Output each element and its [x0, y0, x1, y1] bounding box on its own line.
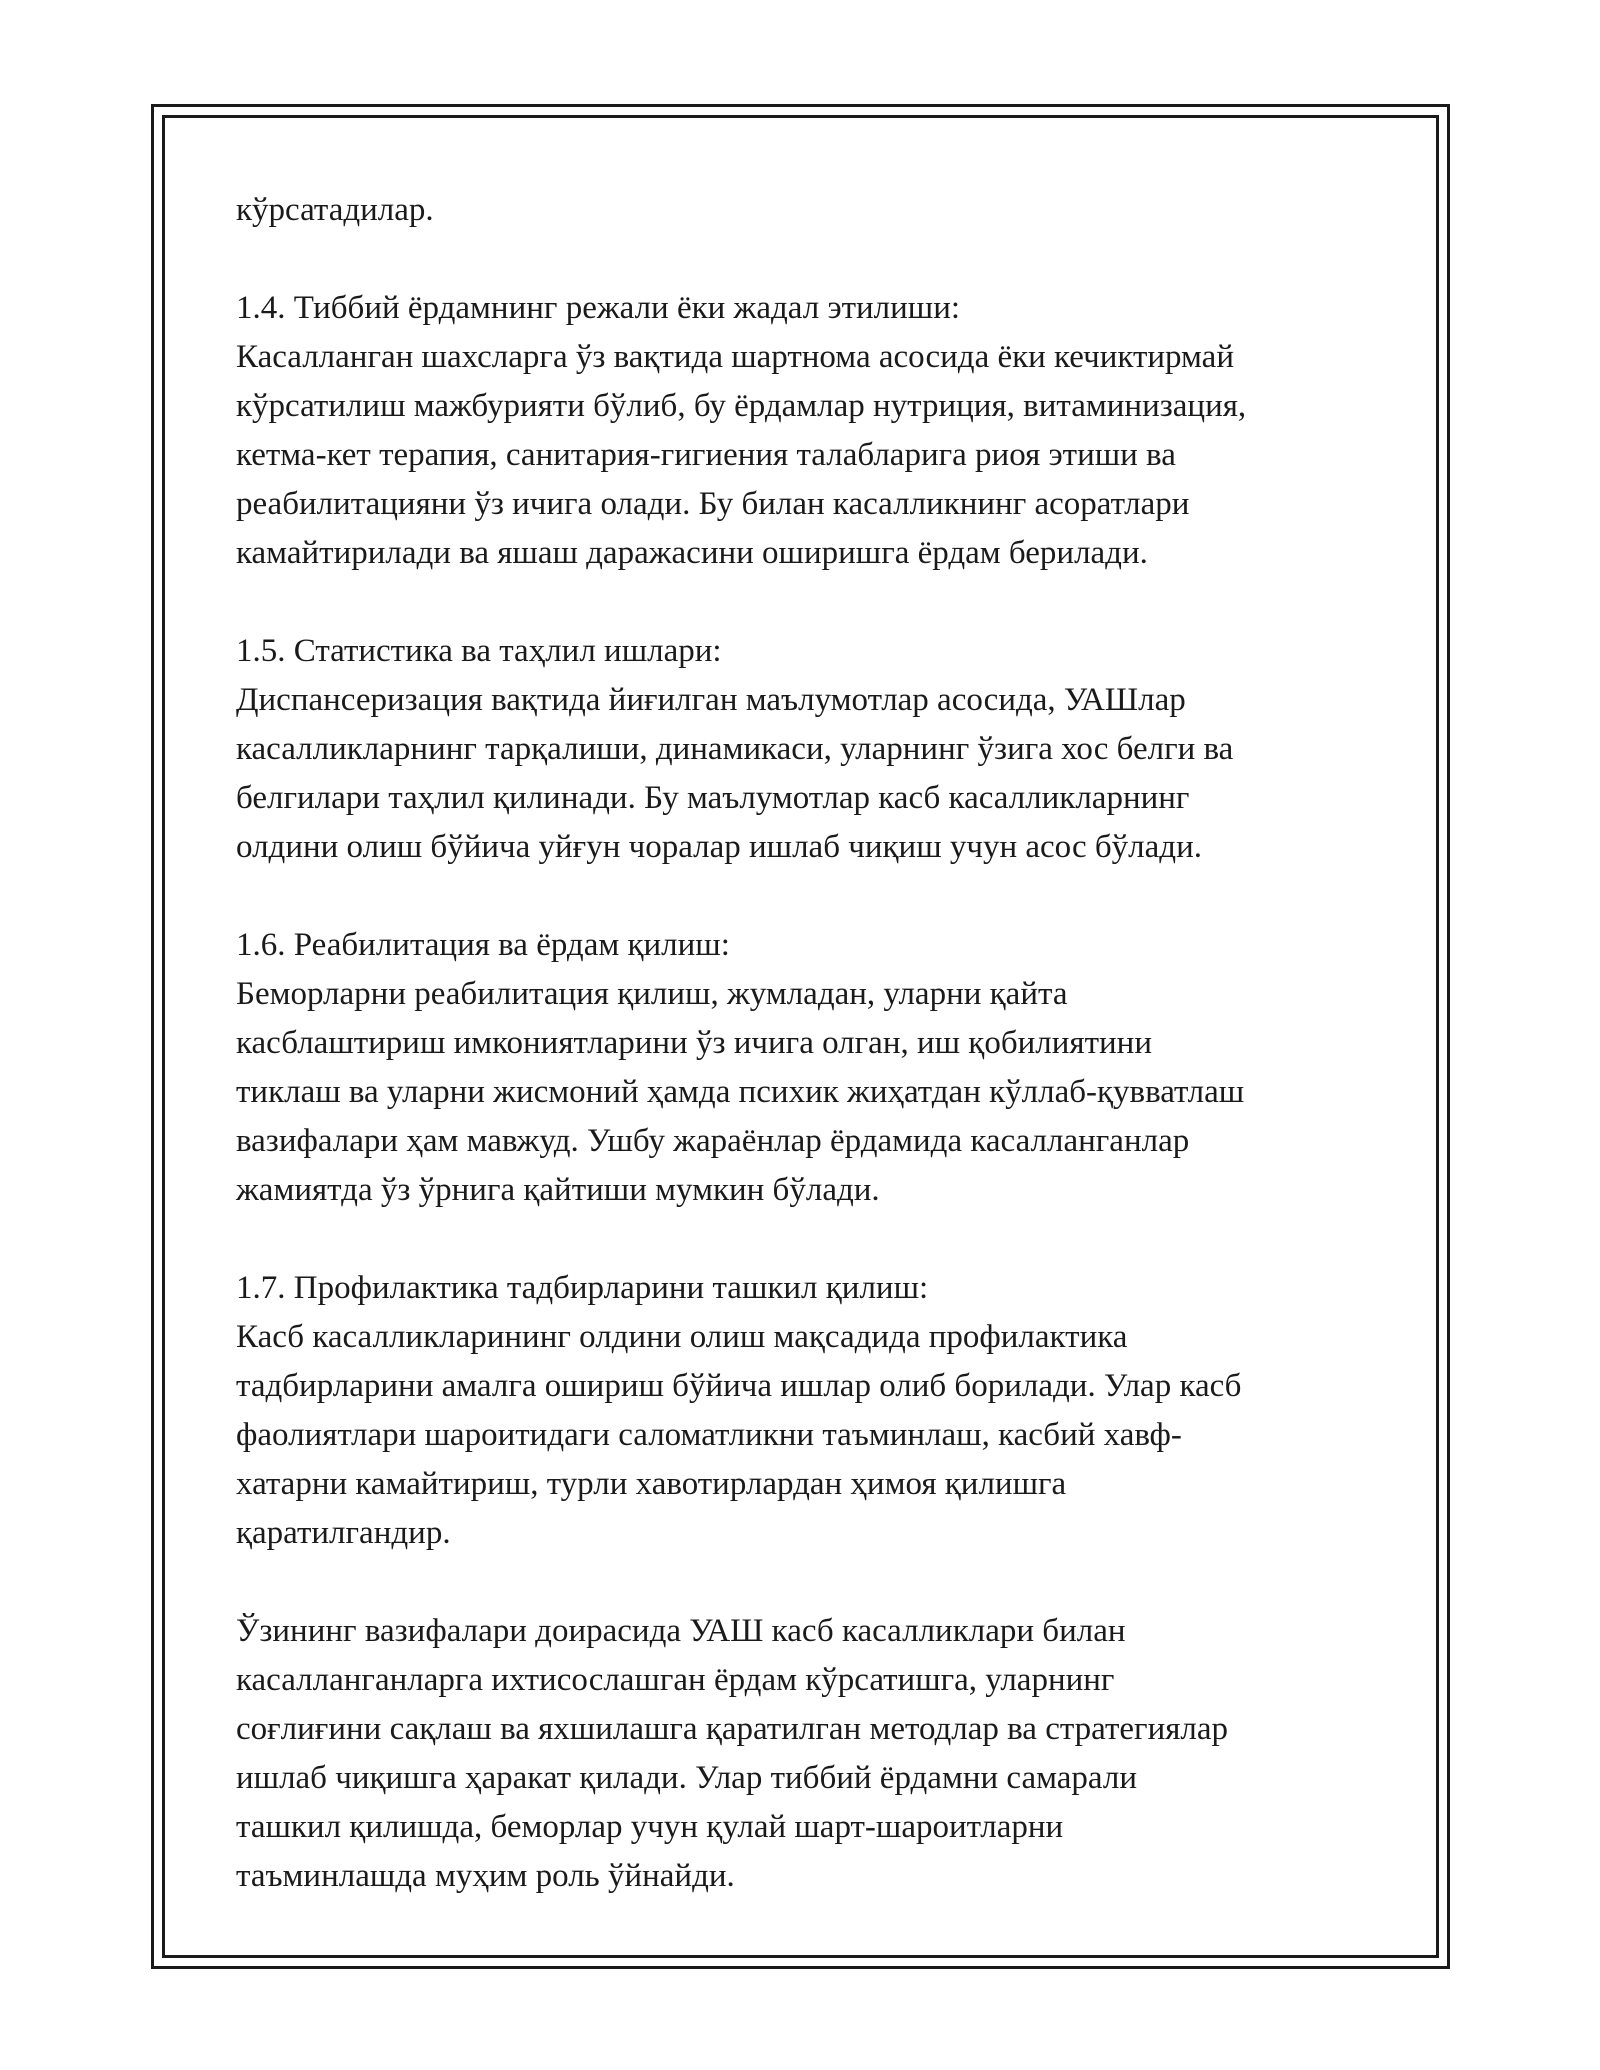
- section-line: фаолиятлари шароитидаги саломатликни таъминлаш, касбий хавф-: [236, 1417, 1182, 1453]
- conclusion-paragraph: [236, 1607, 1406, 1901]
- section-1-7: [236, 1264, 1406, 1558]
- section-line: Беморларни реабилитация қилиш, жумладан, уларни қайта: [236, 976, 1068, 1012]
- section-line: камайтирилади ва яшаш даражасини оширишга ёрдам берилади.: [236, 535, 1148, 571]
- section-line: қаратилгандир.: [236, 1515, 451, 1551]
- section-line: Касалланган шахсларга ўз вақтида шартнома асосида ёки кечиктирмай: [236, 339, 1234, 375]
- section-line: тадбирларини амалга ошириш бўйича ишлар олиб борилади. Улар касб: [236, 1368, 1242, 1404]
- paragraph-gap: [236, 578, 1406, 627]
- conclusion-line: касалланганларга ихтисослашган ёрдам кўрсатишга, уларнинг: [236, 1662, 1115, 1698]
- conclusion-line: Ўзининг вазифалари доирасида УАШ касб касалликлари билан: [236, 1613, 1126, 1649]
- section-heading: 1.6. Реабилитация ва ёрдам қилиш:: [236, 927, 730, 963]
- section-line: Касб касалликларининг олдини олиш мақсадида профилактика: [236, 1319, 1128, 1355]
- paragraph-gap: [236, 1558, 1406, 1607]
- section-heading: 1.4. Тиббий ёрдамнинг режали ёки жадал этилиши:: [236, 290, 961, 326]
- section-line: реабилитацияни ўз ичига олади. Бу билан касалликнинг асоратлари: [236, 486, 1190, 522]
- section-1-5: [236, 627, 1406, 872]
- section-line: кетма-кет терапия, санитария-гигиения талабларига риоя этиши ва: [236, 437, 1176, 473]
- section-line: белгилари таҳлил қилинади. Бу маълумотлар касб касалликларнинг: [236, 780, 1190, 816]
- paragraph-gap: [236, 1215, 1406, 1264]
- conclusion-line: таъминлашда муҳим роль ўйнайди.: [236, 1858, 735, 1894]
- conclusion-line: соғлиғини сақлаш ва яхшилашга қаратилган методлар ва стратегиялар: [236, 1711, 1229, 1747]
- section-line: Диспансеризация вақтида йиғилган маълумотлар асосида, УАШлар: [236, 682, 1186, 718]
- section-line: олдини олиш бўйича уйғун чоралар ишлаб чиқиш учун асос бўлади.: [236, 829, 1202, 865]
- section-line: жамиятда ўз ўрнига қайтиши мумкин бўлади.: [236, 1172, 880, 1208]
- section-heading: 1.5. Статистика ва таҳлил ишлари:: [236, 633, 722, 669]
- section-line: тиклаш ва уларни жисмоний ҳамда психик жиҳатдан кўллаб-қувватлаш: [236, 1074, 1245, 1110]
- section-1-4: [236, 284, 1406, 578]
- paragraph-gap: [236, 872, 1406, 921]
- continuation-line: кўрсатадилар.: [236, 192, 434, 228]
- section-line: касалликларнинг тарқалиши, динамикаси, уларнинг ўзига хос белги ва: [236, 731, 1234, 767]
- paragraph-gap: [236, 235, 1406, 284]
- section-heading: 1.7. Профилактика тадбирларини ташкил қилиш:: [236, 1270, 929, 1306]
- section-line: кўрсатилиш мажбурияти бўлиб, бу ёрдамлар нутриция, витаминизация,: [236, 388, 1247, 424]
- conclusion-line: ташкил қилишда, беморлар учун қулай шарт-шароитларни: [236, 1809, 1064, 1845]
- section-1-6: [236, 921, 1406, 1215]
- document-body: [236, 186, 1406, 1901]
- section-line: хатарни камайтириш, турли хавотирлардан ҳимоя қилишга: [236, 1466, 1067, 1502]
- conclusion-line: ишлаб чиқишга ҳаракат қилади. Улар тиббий ёрдамни самарали: [236, 1760, 1137, 1796]
- section-line: вазифалари ҳам мавжуд. Ушбу жараёнлар ёрдамида касалланганлар: [236, 1123, 1190, 1159]
- section-line: касблаштириш имкониятларини ўз ичига олган, иш қобилиятини: [236, 1025, 1152, 1061]
